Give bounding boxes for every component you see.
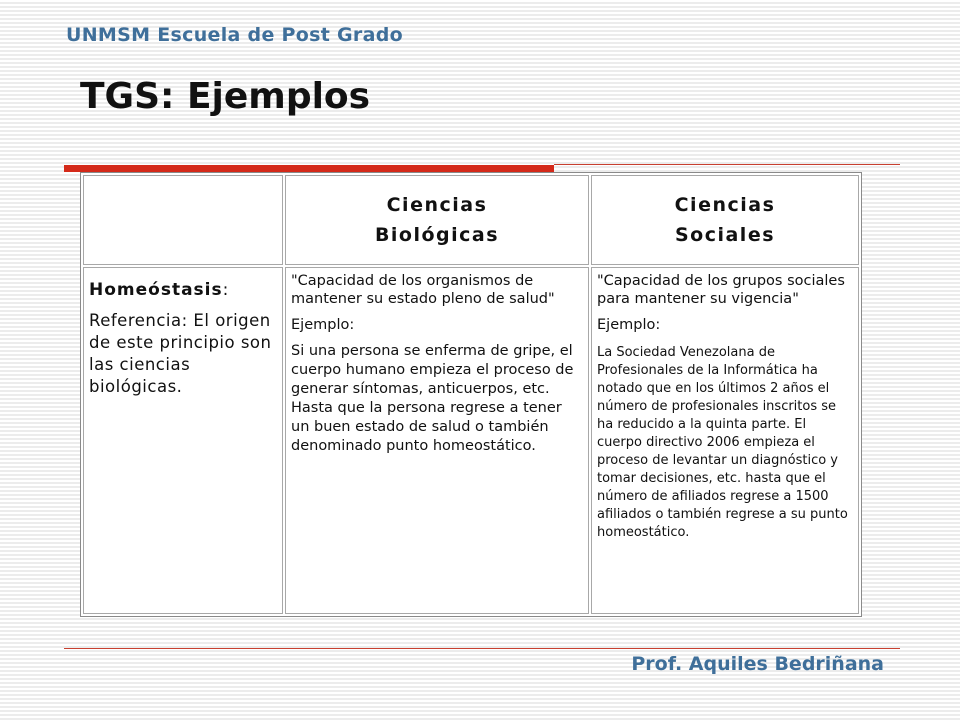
institution-header: UNMSM Escuela de Post Grado xyxy=(66,24,403,46)
social-example-text: La Sociedad Venezolana de Profesionales de la Informática ha notado que en los últimos 2 años el número de profesionales inscritos se ha reducido a la quinta parte. El cuerpo directivo 2006 empieza el proceso de levantar un diagnóstico y tomar decisiones, etc. hasta que el número de afiliados regrese a 1500 afiliados o también regrese a su punto homeostático. xyxy=(597,345,848,540)
social-cell xyxy=(591,267,859,614)
comparison-table xyxy=(80,172,862,617)
header-biological-line2: Biológicas xyxy=(374,224,500,246)
table-row xyxy=(83,267,859,614)
concept-cell xyxy=(83,267,283,614)
header-social-line1: Ciencias xyxy=(674,194,776,216)
accent-rule xyxy=(64,165,554,172)
bottom-divider xyxy=(64,648,900,649)
header-cell-social xyxy=(591,175,859,265)
concept-reference: Referencia: El origen de este principio son las ciencias biológicas. xyxy=(89,311,272,396)
concept-term-colon: : xyxy=(222,280,230,300)
table-header-row xyxy=(83,175,859,265)
concept-term-word: Homeóstasis xyxy=(89,280,223,300)
social-example-label: Ejemplo: xyxy=(597,317,661,333)
author-footer: Prof. Aquiles Bedriñana xyxy=(631,653,884,675)
header-cell-biological xyxy=(285,175,589,265)
header-cell-empty xyxy=(83,175,283,265)
biological-example-label: Ejemplo: xyxy=(291,317,355,333)
biological-cell xyxy=(285,267,589,614)
header-biological-line1: Ciencias xyxy=(386,194,488,216)
slide-title: TGS: Ejemplos xyxy=(80,76,371,117)
biological-example-text: Si una persona se enferma de gripe, el cuerpo humano empieza el proceso de generar síntomas, anticuerpos, etc. Hasta que la persona regrese a tener un buen estado de salud o también denominado punto homeostático. xyxy=(291,343,574,454)
social-definition: "Capacidad de los grupos sociales para mantener su vigencia" xyxy=(597,273,845,307)
concept-term xyxy=(89,280,277,300)
top-divider xyxy=(554,164,900,165)
header-social-line2: Sociales xyxy=(674,224,776,246)
biological-definition: "Capacidad de los organismos de mantener su estado pleno de salud" xyxy=(291,273,555,307)
